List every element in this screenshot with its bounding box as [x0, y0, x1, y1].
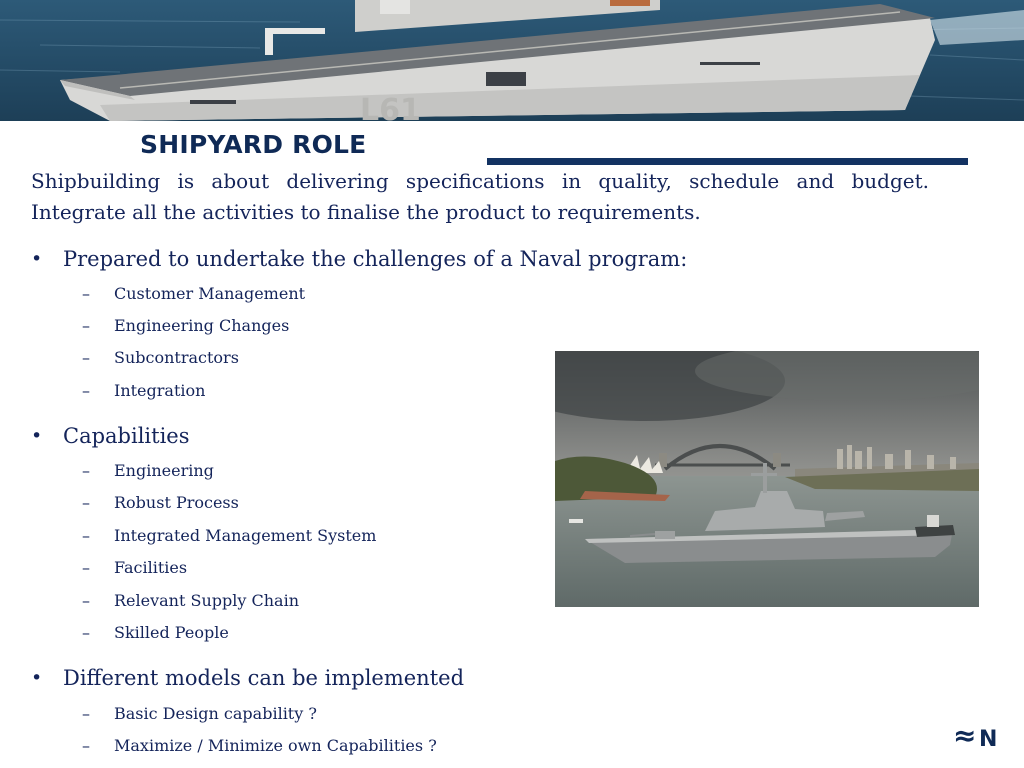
- sub-item-text: Basic Design capability ?: [114, 704, 317, 723]
- banner-ship-illustration: [0, 0, 1024, 121]
- sub-item-text: Skilled People: [114, 623, 229, 642]
- wave-icon: ≈: [953, 719, 977, 752]
- sub-item-text: Engineering Changes: [114, 316, 290, 335]
- svg-text:L61: L61: [360, 93, 421, 121]
- sub-item-text: Integration: [114, 381, 206, 400]
- sub-item-text: Robust Process: [114, 493, 239, 512]
- bullet-text: Capabilities: [63, 424, 190, 448]
- destroyer-harbour-photo: [555, 351, 979, 607]
- sub-item-text: Subcontractors: [114, 348, 239, 367]
- sub-glyph: –: [82, 461, 90, 480]
- sub-item-text: Maximize / Minimize own Capabilities ?: [114, 736, 437, 755]
- sub-glyph: –: [82, 704, 90, 723]
- company-logo: [953, 719, 1003, 755]
- sub-glyph: –: [82, 558, 90, 577]
- bullet-glyph: •: [31, 667, 43, 689]
- sub-item-text: Engineering: [114, 461, 214, 480]
- sub-glyph: –: [82, 493, 90, 512]
- sub-item-text: Facilities: [114, 558, 188, 577]
- bullet-glyph: •: [31, 248, 43, 270]
- sub-glyph: –: [82, 591, 90, 610]
- sub-glyph: –: [82, 316, 90, 335]
- bullet-text: Prepared to undertake the challenges of a Naval program:: [63, 247, 688, 271]
- sub-glyph: –: [82, 623, 90, 642]
- bullet-text: Different models can be implemented: [63, 666, 465, 690]
- destroyer-harbour-illustration: [555, 351, 979, 607]
- sub-glyph: –: [82, 348, 90, 367]
- sub-glyph: –: [82, 284, 90, 303]
- intro-paragraph: Shipbuilding is about delivering specifications in quality, schedule and budget. Integrate all the activities to finalise the product to requirements.: [31, 169, 929, 224]
- slide-title: SHIPYARD ROLE: [140, 130, 367, 159]
- sub-item-text: Relevant Supply Chain: [114, 591, 299, 610]
- sub-item-text: Integrated Management System: [114, 526, 377, 545]
- sub-item-text: Customer Management: [114, 284, 306, 303]
- logo-letter: N: [979, 727, 998, 752]
- bullet-glyph: •: [31, 425, 43, 447]
- sub-glyph: –: [82, 526, 90, 545]
- sub-glyph: –: [82, 736, 90, 755]
- title-underline-rule: [487, 158, 968, 165]
- banner-ship-photo: [0, 0, 1024, 121]
- sub-glyph: –: [82, 381, 90, 400]
